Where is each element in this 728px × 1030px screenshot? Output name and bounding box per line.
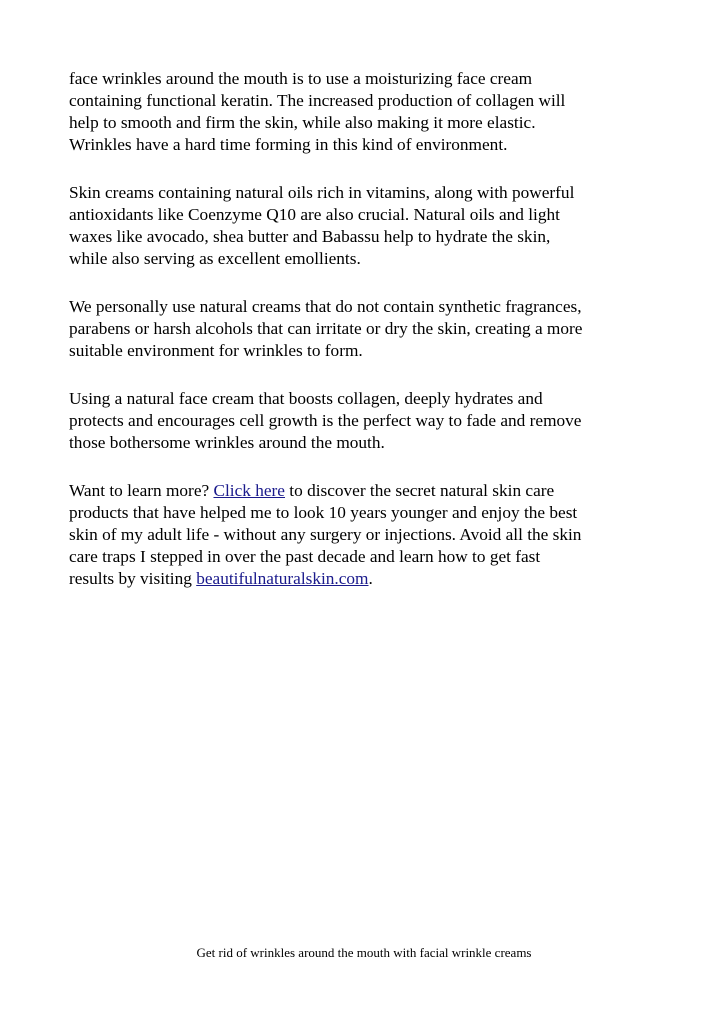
- text-line: protects and encourages cell growth is the perfect way to fade and remove: [69, 411, 582, 430]
- cta-text: .: [368, 569, 373, 588]
- text-line: care traps I stepped in over the past decade and learn how to get fast: [69, 547, 541, 566]
- text-line: containing functional keratin. The increased production of collagen will: [69, 91, 566, 110]
- paragraph-keratin: [69, 68, 659, 156]
- text-line: while also serving as excellent emollients.: [69, 249, 361, 268]
- click-here-link[interactable]: Click here: [213, 481, 285, 500]
- text-line: waxes like avocado, shea butter and Babassu help to hydrate the skin,: [69, 227, 551, 246]
- text-line: products that have helped me to look 10 years younger and enjoy the best: [69, 503, 578, 522]
- text-line: face wrinkles around the mouth is to use a moisturizing face cream: [69, 69, 533, 88]
- text-line: Skin creams containing natural oils rich in vitamins, along with powerful: [69, 183, 575, 202]
- text-line: help to smooth and firm the skin, while also making it more elastic.: [69, 113, 536, 132]
- cta-text: to discover the secret natural skin care: [284, 481, 555, 500]
- paragraph-collagen: [69, 388, 659, 454]
- text-line: parabens or harsh alcohols that can irritate or dry the skin, creating a more: [69, 319, 583, 338]
- paragraph-natural-oils: [69, 182, 659, 270]
- text-line: those bothersome wrinkles around the mouth.: [69, 433, 385, 452]
- text-line: [69, 568, 659, 590]
- text-line: We personally use natural creams that do not contain synthetic fragrances,: [69, 297, 582, 316]
- text-line: Using a natural face cream that boosts collagen, deeply hydrates and: [69, 389, 543, 408]
- paragraph-natural-creams: [69, 296, 659, 362]
- page-footer: Get rid of wrinkles around the mouth with facial wrinkle creams: [196, 945, 532, 960]
- text-line: suitable environment for wrinkles to form.: [69, 341, 363, 360]
- website-link[interactable]: beautifulnaturalskin.com: [196, 569, 369, 588]
- paragraph-call-to-action: [69, 480, 659, 590]
- text-line: skin of my adult life - without any surgery or injections. Avoid all the skin: [69, 525, 582, 544]
- cta-text: Want to learn more?: [69, 481, 214, 500]
- cta-text: results by visiting: [69, 569, 197, 588]
- text-line: antioxidants like Coenzyme Q10 are also crucial. Natural oils and light: [69, 205, 560, 224]
- text-line: [69, 480, 659, 502]
- text-line: Wrinkles have a hard time forming in this kind of environment.: [69, 135, 508, 154]
- document-body: [69, 68, 659, 616]
